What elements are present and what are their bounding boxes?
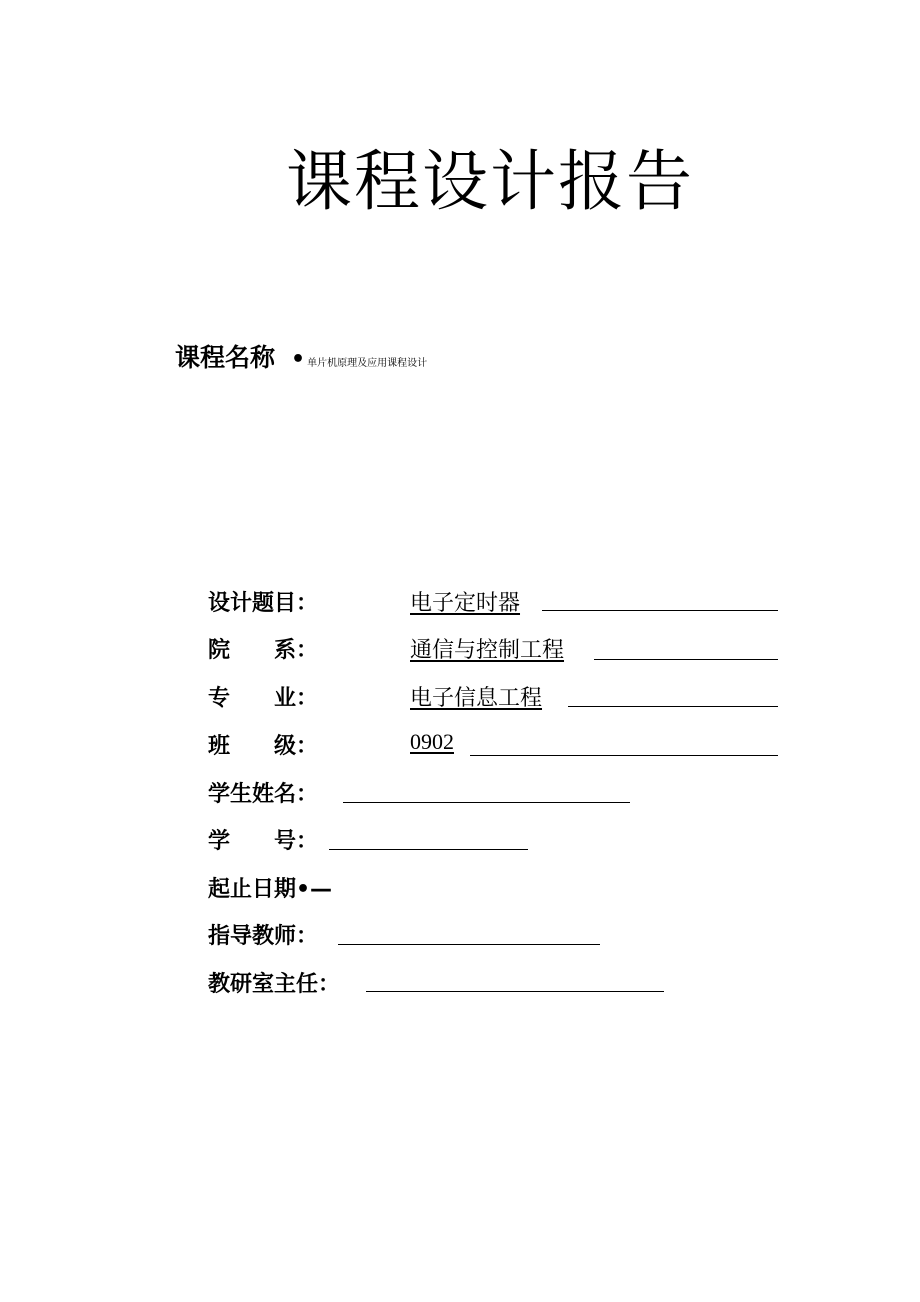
field-label: 院 系：	[208, 638, 319, 663]
field-design-topic	[208, 586, 788, 620]
course-name-value: 单片机原理及应用课程设计	[307, 358, 428, 369]
field-student-name	[208, 777, 788, 811]
field-office-director	[208, 967, 788, 1001]
field-label: 学生姓名：	[208, 782, 319, 807]
fill-line	[594, 659, 778, 660]
field-advisor	[208, 919, 788, 953]
field-label: 起止日期•—	[208, 877, 333, 902]
course-name-label: 课程名称	[175, 343, 276, 372]
field-department	[208, 633, 788, 667]
fill-line	[568, 706, 778, 707]
fill-line	[542, 610, 778, 611]
field-label: 教研室主任：	[208, 972, 341, 997]
fill-line	[366, 991, 664, 992]
field-value: 通信与控制工程	[410, 637, 565, 662]
fill-line	[470, 755, 778, 756]
fill-line	[329, 849, 528, 850]
report-title: 课程设计报告	[286, 143, 694, 220]
field-value: 0902	[410, 729, 454, 754]
field-label: 学 号：	[208, 829, 319, 854]
field-label: 指导教师：	[208, 924, 319, 949]
field-value: 电子信息工程	[410, 685, 543, 710]
course-name-row	[175, 338, 427, 374]
field-student-id	[208, 824, 788, 858]
fill-line	[343, 802, 630, 803]
field-value: 电子定时器	[410, 590, 521, 615]
field-date-range	[208, 872, 788, 906]
field-label: 设计题目：	[208, 591, 319, 616]
field-class	[208, 729, 788, 763]
field-label: 班 级：	[208, 734, 319, 759]
course-name-separator: •	[291, 347, 306, 372]
fill-line	[338, 944, 600, 945]
field-label: 专 业：	[208, 686, 319, 711]
field-major	[208, 681, 788, 715]
